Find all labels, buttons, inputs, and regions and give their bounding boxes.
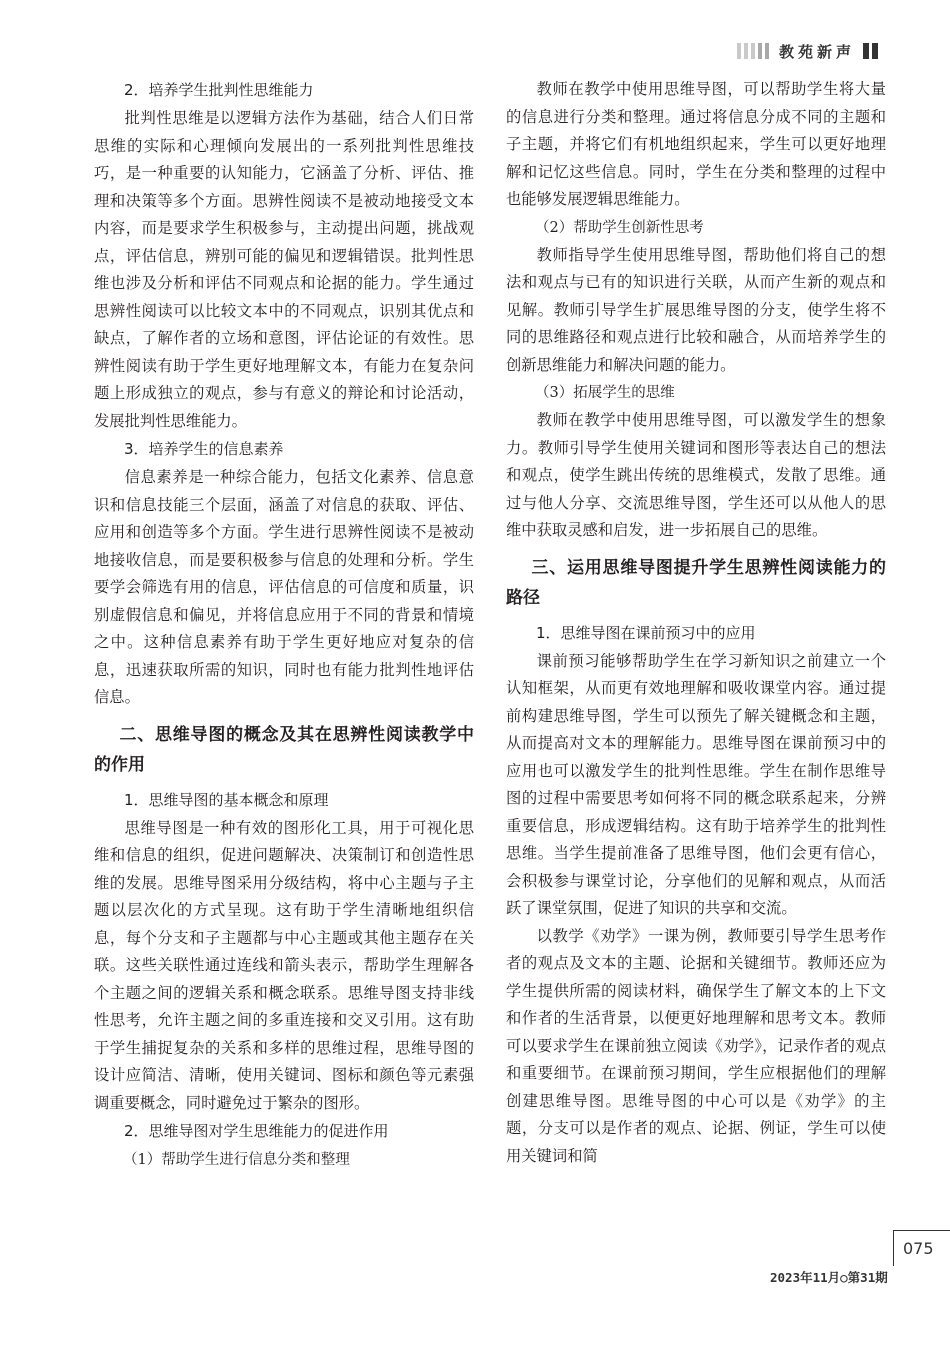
paragraph: 教师指导学生使用思维导图，帮助他们将自己的想法和观点与已有的知识进行关联，从而产生新的观点和见解。教师引导学生扩展思维导图的分支，使学生将不同的思维路径和观点进行比较和融合，从而培养学生的创新思维能力和解决问题的能力。 (506, 245, 886, 374)
section-heading: 二、思维导图的概念及其在思辨性阅读教学中的作用 (94, 724, 474, 775)
paragraph: 思维导图是一种有效的图形化工具，用于可视化思维和信息的组织，促进问题解决、决策制订和创造性思维的发展。思维导图采用分级结构，将中心主题与子主题以层次化的方式呈现。这有助于学生清晰地组织信息，每个分支和子主题都与中心主题或其他主题存在关联。这些关联性通过连线和箭头表示，帮助学生理解各个主题之间的逻辑关系和概念联系。思维导图支持非线性思考，允许主题之间的多重连接和交叉引用。这有助于学生捕捉复杂的关系和多样的思维过程，思维导图的设计应简洁、清晰，使用关键词、图标和颜色等元素强调重要概念，同时避免过于繁杂的图形。 (94, 818, 474, 1112)
section-heading: 三、运用思维导图提升学生思辨性阅读能力的路径 (506, 557, 886, 608)
subsection-heading: 1．思维导图的基本概念和原理 (124, 790, 329, 809)
paragraph: 教师在教学中使用思维导图，可以帮助学生将大量的信息进行分类和整理。通过将信息分成不同的主题和子主题，并将它们有机地组织起来，学生可以更好地理解和记忆这些信息。同时，学生在分类和整理的过程中也能够发展逻辑思维能力。 (506, 80, 886, 208)
sub-subsection-heading: （1）帮助学生进行信息分类和整理 (123, 1152, 350, 1168)
paragraph: 信息素养是一种综合能力，包括文化素养、信息意识和信息技能三个层面，涵盖了对信息的获取、评估、应用和创造等多个方面。学生进行思辨性阅读不是被动地接收信息，而是要积极参与信息的处理和分析。学生要学会筛选有用的信息，评估信息的可信度和质量，识别虚假信息和偏见，并将信息应用于不同的背景和情境之中。这种信息素养有助于学生更好地应对复杂的信息，迅速获取所需的知识，同时也有能力批判性地评估信息。 (94, 468, 474, 706)
paragraph: 课前预习能够帮助学生在学习新知识之前建立一个认知框架，从而更有效地理解和吸收课堂内容。通过提前构建思维导图，学生可以预先了解关键概念和主题，从而提高对文本的理解能力。思维导图在课前预习中的应用也可以激发学生的批判性思维。学生在制作思维导图的过程中需要思考如何将不同的概念联系起来，分辨重要信息，形成逻辑结构。这有助于培养学生的批判性思维。当学生提前准备了思维导图，他们会更有信心，会积极参与课堂讨论，分享他们的见解和观点，从而活跃了课堂氛围，促进了知识的共享和交流。 (506, 651, 886, 917)
page-number: 075 (893, 1230, 950, 1266)
right-column (506, 76, 886, 1170)
issue-info: 2023年11月○第31期 (770, 1270, 888, 1285)
paragraph: 教师在教学中使用思维导图，可以激发学生的想象力。教师引导学生使用关键词和图形等表达自己的想法和观点，使学生跳出传统的思维模式，发散了思维。通过与他人分享、交流思维导图，学生还可以从他人的思维中获取灵感和启发，进一步拓展自己的思维。 (506, 411, 886, 539)
subsection-heading: 2．思维导图对学生思维能力的促进作用 (124, 1122, 389, 1140)
sub-subsection-heading: （2）帮助学生创新性思考 (535, 219, 704, 236)
paragraph: 批判性思维是以逻辑方法作为基础，结合人们日常思维的实际和心理倾向发展出的一系列批判性思维技巧，是一种重要的认知能力，它涵盖了分析、评估、推理和决策等多个方面。思辨性阅读不是被动地接受文本内容，而是要求学生积极参与，主动提出问题，挑战观点，评估信息，辨别可能的偏见和逻辑错误。批判性思维也涉及分析和评估不同观点和论据的能力。学生通过思辨性阅读可以比较文本中的不同观点，识别其优点和缺点，了解作者的立场和意图，评估论证的有效性。思辨性阅读有助于学生更好地理解文本，有能力在复杂问题上形成独立的观点，参与有意义的辩论和讨论活动，发展批判性思维能力。 (94, 109, 474, 430)
paragraph: 以教学《劝学》一课为例，教师要引导学生思考作者的观点及文本的主题、论据和关键细节。教师还应为学生提供所需的阅读材料，确保学生了解文本的上下文和作者的生活背景，以便更好地理解和思考文本。教师可以要求学生在课前独立阅读《劝学》，记录作者的观点和重要细节。在课前预习期间，学生应根据他们的理解创建思维导图。思维导图的中心可以是《劝学》的主题，分支可以是作者的观点、论据、例证，学生可以使用关键词和简 (506, 926, 886, 1165)
header-stripes-decoration (737, 43, 769, 59)
journal-section-title: 教苑新声 (778, 42, 855, 61)
header-bars-decoration (863, 43, 878, 59)
running-header (737, 38, 878, 64)
left-column (94, 76, 474, 1174)
subsection-heading: 3．培养学生的信息素养 (124, 440, 284, 458)
subsection-heading: 1．思维导图在课前预习中的应用 (536, 623, 756, 642)
sub-subsection-heading: （3）拓展学生的思维 (535, 385, 675, 401)
subsection-heading: 2．培养学生批判性思维能力 (124, 81, 314, 99)
